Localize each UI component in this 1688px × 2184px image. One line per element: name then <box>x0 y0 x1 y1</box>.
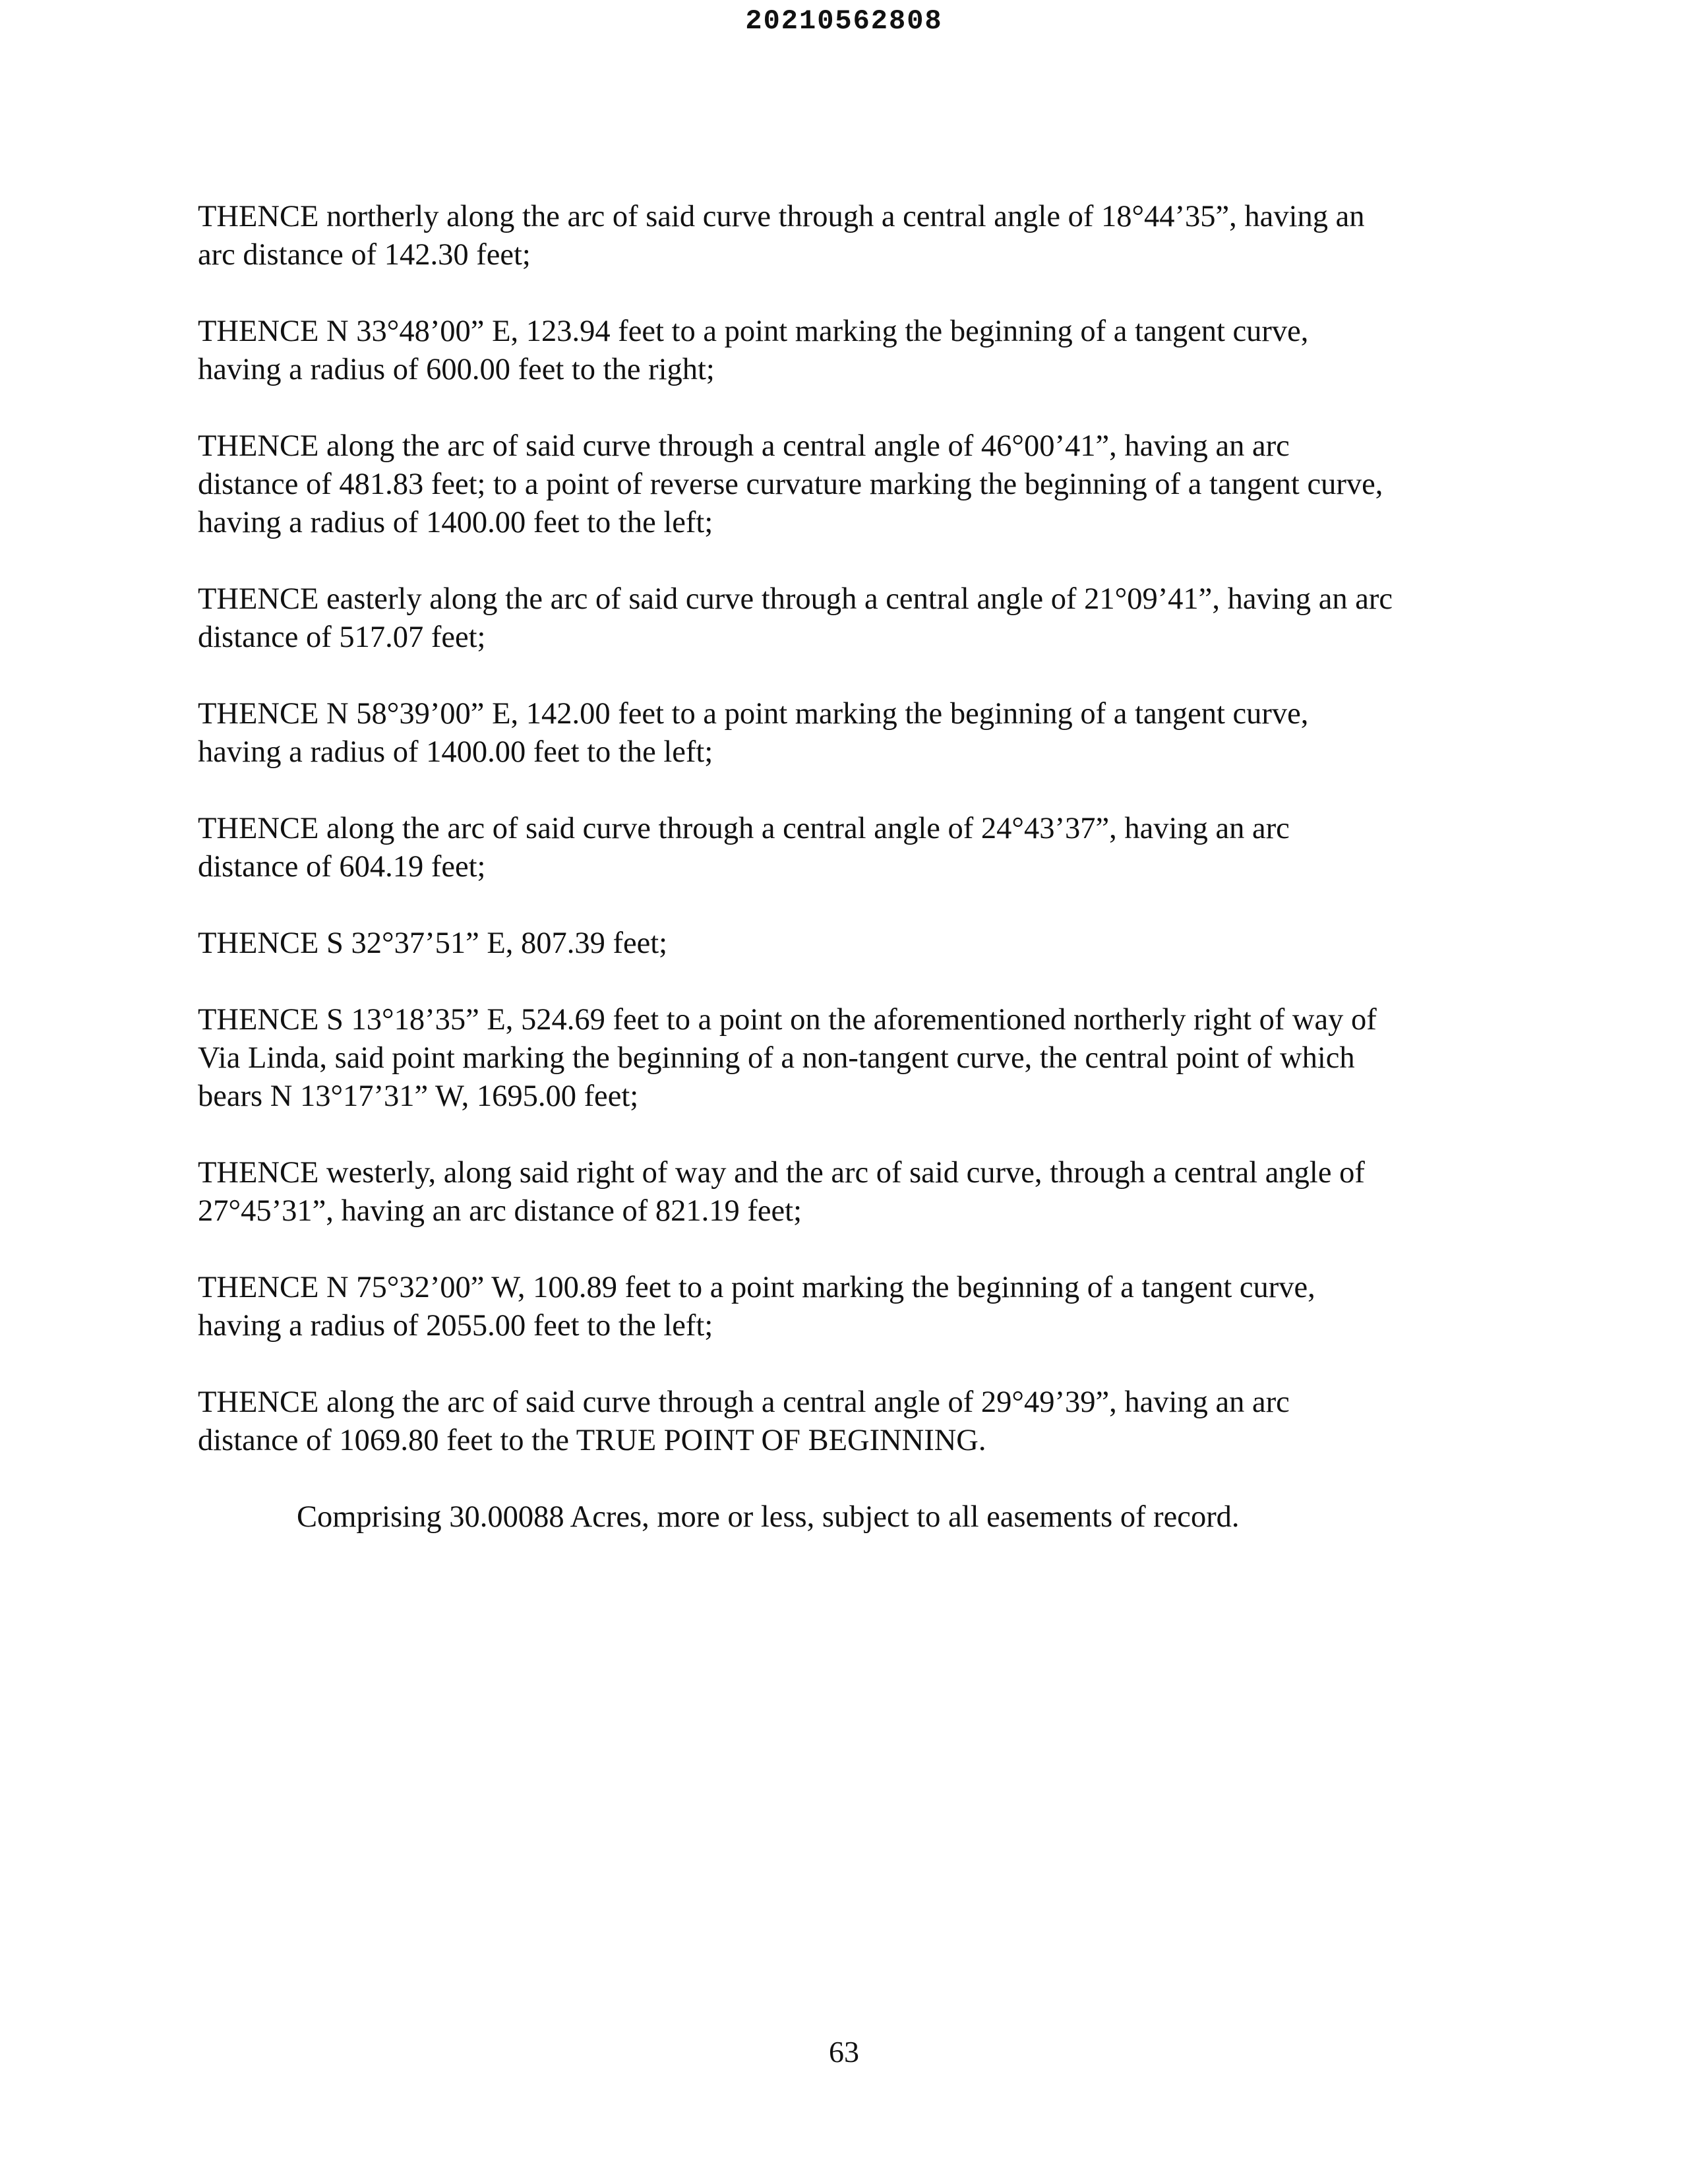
paragraph-1: THENCE northerly along the arc of said curve through a central angle of 18°44’35”, having an arc distance of 142.30 feet; <box>198 200 1365 272</box>
paragraph-10: THENCE N 75°32’00” W, 100.89 feet to a point marking the beginning of a tangent curve, having a radius of 2055.00 feet to the left; <box>198 1271 1315 1343</box>
paragraph-5: THENCE N 58°39’00” E, 142.00 feet to a point marking the beginning of a tangent curve, having a radius of 1400.00 feet to the left; <box>198 697 1309 769</box>
page-number: 63 <box>829 2035 859 2069</box>
paragraph-9: THENCE westerly, along said right of way and the arc of said curve, through a central angle of 27°45’31”, having an arc distance of 821.19 feet; <box>198 1156 1365 1228</box>
paragraph-8: THENCE S 13°18’35” E, 524.69 feet to a point on the aforementioned northerly right of way of Via Linda, said point marking the beginning of a non-tangent curve, the central point of which bears N 13°17’31” W, 1695.00 feet; <box>198 1003 1377 1113</box>
document-number: 20210562808 <box>745 5 943 37</box>
paragraph-4: THENCE easterly along the arc of said curve through a central angle of 21°09’41”, having an arc distance of 517.07 feet; <box>198 582 1393 654</box>
paragraph-11: THENCE along the arc of said curve through a central angle of 29°49’39”, having an arc distance of 1069.80 feet to the TRUE POINT OF BEGINNING. <box>198 1385 1290 1457</box>
paragraph-7: THENCE S 32°37’51” E, 807.39 feet; <box>198 926 668 960</box>
acreage-summary: Comprising 30.00088 Acres, more or less, subject to all easements of record. <box>297 1500 1240 1534</box>
legal-description <box>198 198 1503 1575</box>
paragraph-2: THENCE N 33°48’00” E, 123.94 feet to a point marking the beginning of a tangent curve, having a radius of 600.00 feet to the right; <box>198 315 1309 386</box>
paragraph-6: THENCE along the arc of said curve through a central angle of 24°43’37”, having an arc distance of 604.19 feet; <box>198 812 1290 884</box>
paragraph-3: THENCE along the arc of said curve through a central angle of 46°00’41”, having an arc distance of 481.83 feet; to a point of reverse curvature marking the beginning of a tangent curve, having a radius of 1400.00 feet to the left; <box>198 429 1383 539</box>
